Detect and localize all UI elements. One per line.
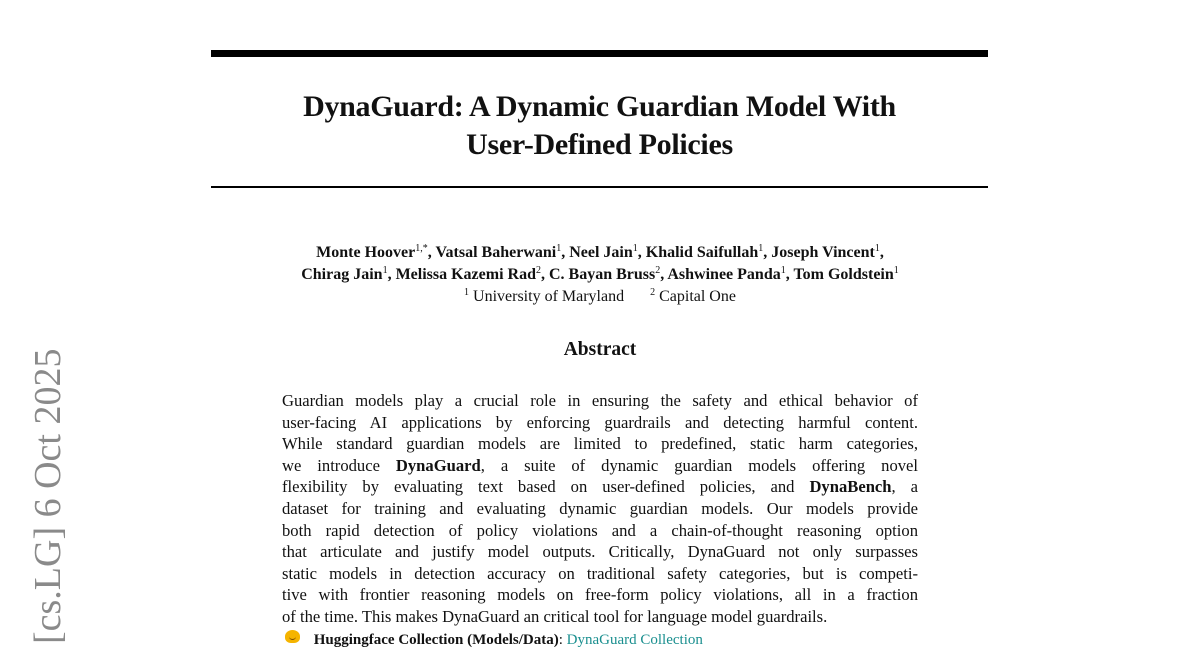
author-name: Khalid Saifullah bbox=[645, 244, 759, 261]
author-name: Joseph Vincent bbox=[771, 244, 875, 261]
bold-term: DynaBench bbox=[809, 477, 892, 497]
title-bottom-rule bbox=[211, 186, 988, 188]
affiliations bbox=[180, 287, 1020, 307]
author-affiliation-marker: 1 bbox=[780, 265, 786, 276]
affiliation-name: University of Maryland bbox=[473, 288, 625, 305]
huggingface-line bbox=[285, 630, 703, 650]
abstract-text: , a bbox=[891, 477, 918, 497]
author-line-2: Chirag Jain$^1$, Melissa Kazemi Rad$^2$, C. Bayan Bruss$^2$, Ashwinee Panda$^1$, Tom Goldstein$^1$ bbox=[301, 265, 899, 283]
abstract-line bbox=[282, 476, 918, 498]
author-name: C. Bayan Bruss bbox=[548, 266, 656, 283]
abstract-line: that articulate and justify model outputs. Critically, DynaGuard not only surpasses bbox=[282, 542, 918, 562]
affiliation-marker: 2 bbox=[650, 287, 656, 298]
author-name: Ashwinee Panda bbox=[667, 266, 781, 283]
author-name: Chirag Jain bbox=[301, 266, 383, 283]
title-top-rule bbox=[211, 50, 988, 57]
author-affiliation-marker: 1 bbox=[556, 243, 562, 254]
title-line-1: DynaGuard: A Dynamic Guardian Model With bbox=[303, 90, 896, 123]
abstract-line: static models in detection accuracy on traditional safety categories, but is competi- bbox=[282, 563, 918, 583]
abstract-heading: Abstract bbox=[563, 339, 637, 360]
author-affiliation-marker: 1 bbox=[382, 265, 388, 276]
abstract-body bbox=[282, 390, 918, 628]
colon: : bbox=[558, 632, 567, 648]
author-name: Monte Hoover bbox=[316, 244, 416, 261]
paper-title bbox=[211, 88, 988, 164]
author-list bbox=[180, 242, 1020, 286]
abstract-text: we introduce bbox=[282, 455, 396, 475]
abstract-line bbox=[282, 455, 918, 477]
abstract-line: tive with frontier reasoning models on free-form policy violations, all in a fraction bbox=[282, 585, 918, 605]
author-line-1: Monte Hoover$^{1,*}$, Vatsal Baherwani$^1$, Neel Jain$^1$, Khalid Saifullah$^1$, Joseph Vincent$^1$, bbox=[316, 243, 884, 261]
author-affiliation-marker: 2 bbox=[535, 265, 541, 276]
dynaguard-collection-link[interactable]: DynaGuard Collection bbox=[566, 632, 703, 648]
affiliation-name: Capital One bbox=[659, 288, 736, 305]
abstract-line: dataset for training and evaluating dynamic guardian models. Our models provide bbox=[282, 498, 918, 518]
author-name: Vatsal Baherwani bbox=[435, 244, 557, 261]
author-affiliation-marker: 1,* bbox=[415, 243, 428, 254]
arxiv-sidebar-stamp bbox=[8, 342, 88, 648]
abstract-line: While standard guardian models are limited to predefined, static harm categories, bbox=[282, 434, 918, 454]
abstract-text: flexibility by evaluating text based on user-defined policies, and bbox=[282, 477, 810, 497]
author-affiliation-marker: 1 bbox=[874, 243, 880, 254]
abstract-line: user-facing AI applications by enforcing guardrails and detecting harmful content. bbox=[282, 412, 918, 432]
hugging-face-emoji-icon bbox=[285, 630, 300, 643]
bold-term: DynaGuard bbox=[395, 455, 481, 475]
abstract-line: Guardian models play a crucial role in ensuring the safety and ethical behavior of bbox=[282, 391, 918, 410]
author-name: Neel Jain bbox=[569, 244, 633, 261]
affiliation-marker: 1 bbox=[464, 287, 470, 298]
title-line-2: User-Defined Policies bbox=[466, 128, 733, 161]
author-affiliation-marker: 1 bbox=[758, 243, 764, 254]
abstract-line: both rapid detection of policy violations and a chain-of-thought reasoning option bbox=[282, 520, 918, 540]
author-affiliation-marker: 2 bbox=[655, 265, 661, 276]
author-affiliation-marker: 1 bbox=[893, 265, 899, 276]
abstract-text: , a suite of dynamic guardian models offering novel bbox=[480, 455, 919, 475]
author-name: Melissa Kazemi Rad bbox=[395, 266, 536, 283]
huggingface-label: Huggingface Collection (Models/Data) bbox=[313, 632, 559, 648]
arxiv-stamp-text: [cs.LG] 6 Oct 2025 bbox=[27, 348, 69, 644]
author-name: Tom Goldstein bbox=[793, 266, 894, 283]
author-affiliation-marker: 1 bbox=[632, 243, 638, 254]
abstract-line: of the time. This makes DynaGuard an critical tool for language model guardrails. bbox=[282, 606, 828, 626]
